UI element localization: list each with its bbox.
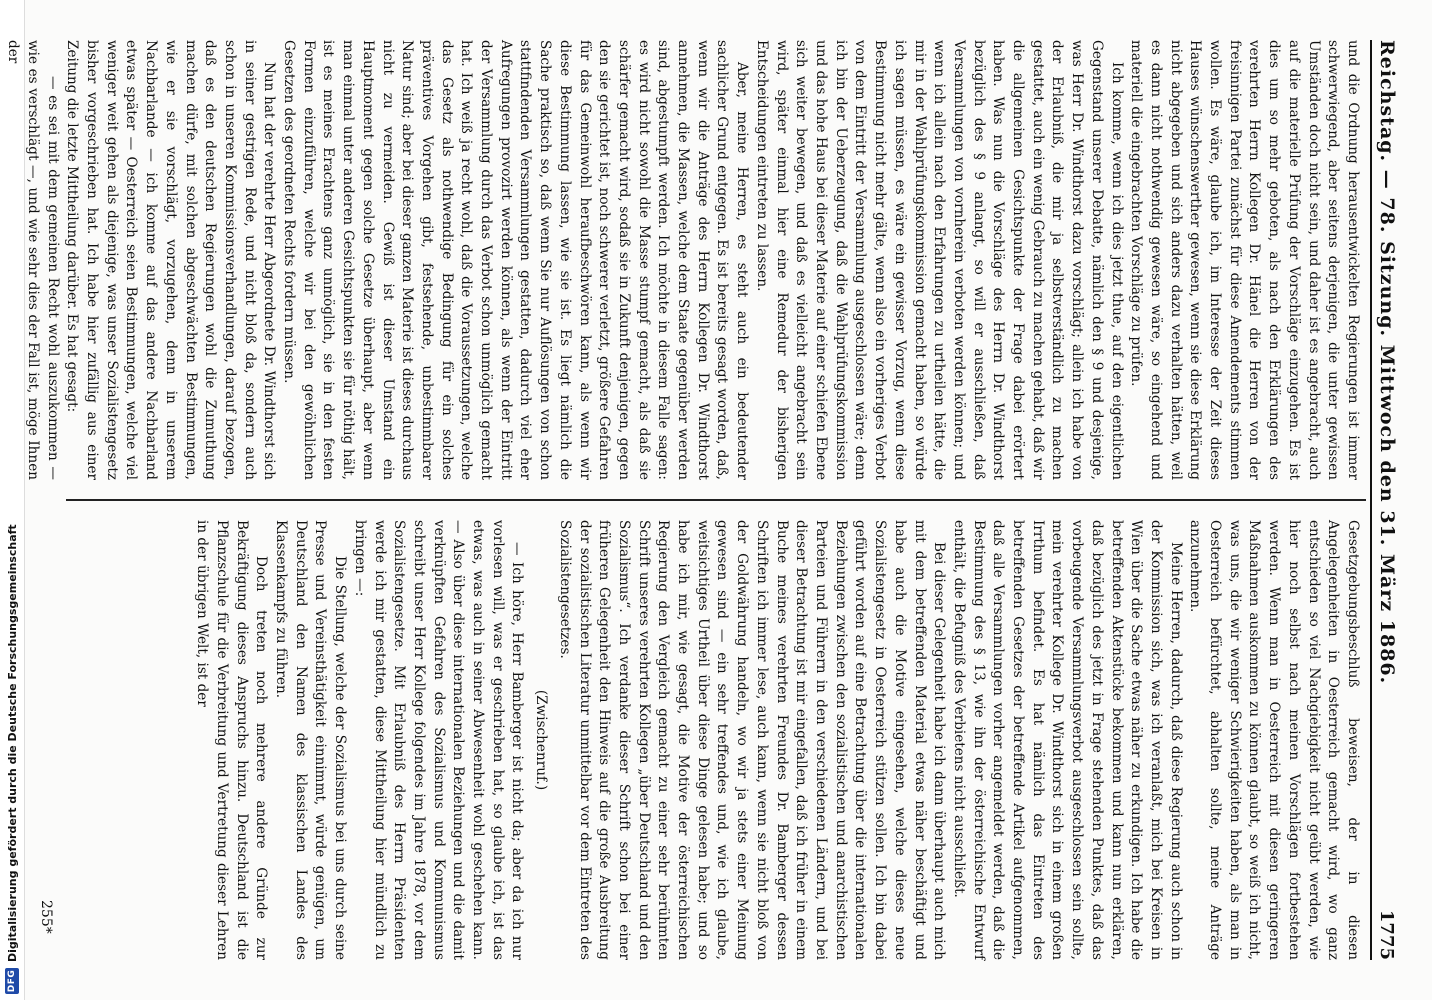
right-paragraph-2: Meine Herren, dadurch, daß diese Regierung auch schon in der Kommission sich, was ich veranlaßt, mich bei Kreisen in Wien über die Sache etwas näher zu erkundigen. Ich habe die betreffenden Aktenstücke bekommen und kann nun erklären, daß bezüglich des jetzt in Frage stehenden Punktes, daß das vorbeugende Versammlungsverbot ausgeschlossen sein sollte, mein verehrter Kollege Dr. Windthorst sich in einem großen Irrthum befindet. Es hat nämlich das Eintreten des betreffenden Gesetzes der betreffende Artikel aufgenommen, daß alle Versammlungen vorher angemeldet werden, daß die Bestimmung des § 13, wie ihn der österreichische Entwurf enthält, die Befugniß des Verbietens nicht ausschließt. — [950, 520, 1184, 960]
left-paragraph-5: — es sei mit dem gemeinen Recht wohl auszukommen — wie es verschlägt —, und wie sehr dies der Fall ist, möge Ihnen der — [5, 40, 61, 480]
header-title: Reichstag. — 78. Sitzung. Mittwoch den 31. März 1886. — [1376, 40, 1398, 685]
dfg-logo-icon: DFG — [7, 969, 17, 993]
right-column — [62, 520, 1362, 960]
header-rule — [1370, 40, 1372, 960]
left-column — [5, 40, 1362, 480]
page-number: 1775 — [1376, 909, 1397, 960]
sheet-signature-mark: 255* — [38, 900, 54, 934]
left-paragraph-4: Nun hat der verehrte Herr Abgeordnete Dr. Windthorst sich in seiner gestrigen Rede, und nicht bloß da, sondern auch schon in unseren Kommissionsverhandlungen, darauf bezogen, daß es den deutschen Regierungen wohl die Zumuthung machen dürfe, mit solchen abgeschwächten Bestimmungen, wie er sie vorschlägt, vorzugehen, denn in unserem Nachbarlande — ich komme auf das andere Nachbarland etwas später — Oesterreich seien Bestimmungen, welche viel weniger weit gehen als diejenige, was unser Sozialistengesetz bisher vorgeschrieben hat. Ich habe hier zufällig aus einer Zeitung die letzte Mittheilung darüber. Es hat gesagt: — [64, 40, 278, 480]
right-paragraph-5: Die Stellung, welche der Sozialismus bei uns durch seine Presse und Vereinsthätigkeit einnimmt, würde genügen, um Deutschland den Namen des klassischen Landes des Klassenkampfs zu führen. — [273, 520, 349, 960]
right-paragraph-1: Gesetzgebungsbeschluß beweisen, der in diesen Angelegenheiten in Oesterreich gemacht wird, wo ganz entschieden so viel Nachgiebigkeit nicht geübt werden, wie hier noch selbst nach meinen Vorschlägen fortbestehen werden. Wenn man in Oesterreich mit diesen geringeren Maßnahmen auskommen zu können glaubt, so weiß ich nicht, was uns, die wir weniger Schwierigkeiten haben, als man in Oesterreich befürchtet, abhalten sollte, meine Anträge anzunehmen. — [1187, 520, 1361, 960]
right-paragraph-3: Bei dieser Gelegenheit habe ich dann überhaupt auch mich mit dem betreffenden Material etwas näher beschäftigt und habe auch die Motive eingesehen, welche dieses neue Sozialistengesetz in Oesterreich stützen sollen. Ich bin dabei geführt worden auf eine Betrachtung über die internationalen Beziehungen zwischen den sozialistischen und anarchistischen Parteien und Führern in den verschiedenen Ländern, und bei dieser Betrachtung ist mir eingefallen, daß ich früher in einem Buche meines verehrten Freundes Dr. Bamberger dessen Schriften ich immer lese, auch kann, wenn sie nicht bloß von der Goldwährung handeln, wo wir ja stets einer Meinung gewesen sind — ein sehr treffendes und, wie ich glaube, weitsichtiges Urtheil über diese Dinge gelesen habe; und so habe ich mir, wie gesagt, die Motive der österreichischen Regierung den Vergleich gemacht zu einer sehr berühmten Schrift unseres verehrten Kollegen „über Deutschland und den Sozialismus“. Ich verdanke dieser Schrift schon bei einer früheren Gelegenheit den Hinweis auf die große Ausbreitung der sozialistischen Literatur unmittelbar vor dem Eintreten des Sozialistengesetzes. — [556, 520, 948, 960]
left-paragraph-2: Ich komme, wenn ich dies jetzt thue, auf den eigentlichen Gegenstand unserer Debatte, nämlich den § 9 und desjenige, was Herr Dr. Windthorst dazu vorschlägt; allein ich habe von der Erlaubniß, die mir ja selbstverständlich zu machen gestattet, auch ein wenig Gebrauch zu machen gehabt, daß wir die allgemeinen Gesichtspunkte der Frage dabei erörtert haben. Was nun die Vorschläge des Herrn Dr. Windthorst bezüglich des § 9 anlangt, so will er ausschließen, daß Versammlungen von vornherein verboten werden können; und wenn ich allein nach den Erfahrungen zu urtheilen hätte, die mir in der Wahlprüfungskommission gemacht haben, so würde ich sagen müssen, es wäre ein gewisser Vorzug, wenn diese Bestimmung nicht mehr gälte, wenn also ein vorheriges Verbot von dem Eintritt der Versammlung ausgeschlossen wäre; denn ich bin der Ueberzeugung, daß die Wahlprüfungskommission und das hohe Haus bei dieser Materie auf einer schiefen Ebene sich weiter bewegen, und daß es vielleicht angebracht sein wird, später einmal hier eine Remedur der bisherigen Entscheidungen eintreten zu lassen. — [753, 40, 1125, 480]
running-header — [1376, 40, 1410, 960]
right-paragraph-4: — Ich höre, Herr Bamberger ist nicht da; aber da ich nur vorlesen will, was er geschrieben hat, so glaube ich, ist das etwas, was auch in seiner Abwesenheit wohl geschehen kann. — Also über diese internationalen Beziehungen und die damit verknüpften Gefahren des Sozialismus und Kommunismus schreibt unser Herr Kollege folgendes im Jahre 1878, vor dem Sozialistengesetze. Mit Erlaubniß des Herrn Präsidenten werde ich mir gestatten, diese Mittheilung hier mündlich zu bringen —: — [351, 520, 526, 960]
column-divider — [66, 499, 1366, 501]
digitization-credit-text: Digitalisierung gefördert durch die Deutsche Forschungsgemeinschaft — [5, 524, 19, 962]
left-paragraph-1: und die Ordnung herausentwickelten Regierungen ist immer schwerwiegend, aber seitens derjenigen, die unter gewissen Umständen doch nicht sein, und daher ist es angebracht, auch auf die materielle Prüfung der Vorschläge einzugehen. Es ist dies um so mehr geboten, als nach den Erklärungen des verehrten Herrn Kollegen Dr. Hänel die Herren von der freisinnigen Partei zunächst für diese Amendements stimmen wollen. Es wäre, glaube ich, im Interesse der Zeit dieses Hauses wünschenswerther gewesen, wenn sie diese Erklärung nicht abgegeben und sich anders dazu verhalten hätten, weil es dann nicht nothwendig gewesen wäre, so eingehend und materiell die eingebrachten Vorschläge zu prüfen. — [1128, 40, 1361, 480]
interjection: (Zwischenruf.) — [533, 689, 550, 791]
right-paragraph-6: Doch treten noch mehrere andere Gründe zur Bekräftigung dieses Anspruchs hinzu. Deutschland ist die Pflanzschule für die Verbreitung und Vertretung dieser Lehren in der übrigen Welt, ist der — [194, 520, 270, 960]
left-paragraph-3: Aber, meine Herren, es steht auch ein bedeutender sachlicher Grund entgegen. Es ist bereits gesagt worden, daß, wenn wir die Anträge des Herrn Kollegen Dr. Windthorst annehmen, die Massen, welche dem Staate gegenüber werden sind, abgestumpft werden. Ich möchte in diesem Falle sagen: es wird nicht sowohl die Masse stumpf gemacht, als daß sie schärfer gemacht wird, sodaß sie in Zukunft denjenigen, gegen den sie gerichtet ist, noch schwerer verletzt, größere Gefahren für das Gemeinwohl heraufbeschwören kann, als wenn wir diese Bestimmung lassen, wie sie ist. Es liegt nämlich die Sache praktisch so, daß wenn Sie nur Auflösungen von schon stattfindenden Versammlungen gestatten, dadurch viel eher Aufregungen provozirt werden können, als wenn der Eintritt der Versammlung durch das Verbot schon unmöglich gemacht hat. Ich weiß ja recht wohl, daß die Voraussetzungen, welche das Gesetz als nothwendige Bedingung für ein solches präventives Vorgehen gibt, festsehende, unbestimmbarer Natur sind; aber bei dieser ganzen Materie ist dieses durchaus nicht zu vermeiden. Gewiß ist dieser Umstand ein Hauptmoment gegen solche Gesetze überhaupt, aber wenn man einmal unter anderen Gesichtspunkten sie für nöthig hält, ist es meines Erachtens ganz unmöglich, sie in den festen Formen einzuführen, welche wir bei den gewöhnlichen Gesetzen des geordneten Rechts fordern müssen. — [281, 40, 751, 480]
